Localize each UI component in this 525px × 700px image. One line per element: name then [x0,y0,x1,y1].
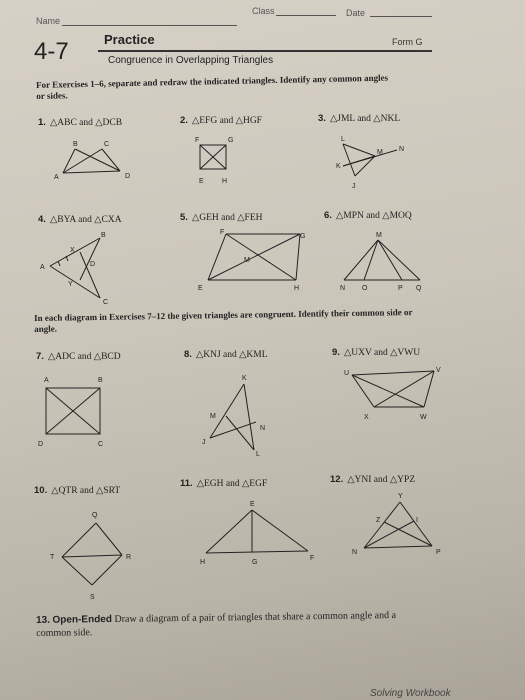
figure-3 [335,136,415,196]
name-field-line [62,25,237,26]
fig5-label-h: H [294,285,300,292]
figure-5 [188,228,318,292]
figure-4 [38,228,138,306]
exercise-6-label: 6. △MPN and △MOQ [324,210,412,221]
fig2-label-g: G [228,137,234,144]
fig11-label-f: F [310,555,315,562]
fig5-label-f: F [220,229,225,236]
exercise-5-label: 5. △GEH and △FEH [180,212,263,223]
fig4-label-y: Y [68,281,73,288]
fig8-label-n: N [260,425,266,432]
fig4-label-a: A [40,264,45,271]
exercise-11-label: 11. △EGH and △EGF [180,478,268,489]
fig1-label-c: C [104,141,110,148]
fig6-label-o: O [362,285,368,292]
fig7-label-b: B [98,377,103,384]
exercise-3-label: 3. △JML and △NKL [318,113,401,124]
fig1-label-b: B [73,141,78,148]
fig9-label-w: W [420,414,427,421]
fig3-label-m: M [377,149,383,156]
fig4-label-c: C [103,299,109,306]
fig4-label-x: X [70,247,75,254]
fig6-label-n: N [340,285,346,292]
fig3-label-l: L [341,136,345,143]
fig8-label-l: L [256,451,260,458]
fig7-label-c: C [98,441,104,448]
fig7-label-d: D [38,441,44,448]
fig10-label-r: R [126,554,132,561]
name-label: Name [36,16,61,26]
date-label: Date [346,8,366,18]
fig9-label-u: U [344,370,350,377]
fig10-label-q: Q [92,512,98,519]
exercise-8-label: 8. △KNJ and △KML [184,349,268,360]
figure-1 [40,135,150,190]
fig6-label-p: P [398,285,403,292]
exercise-4-label: 4. △BYA and △CXA [38,214,122,225]
page-title: Practice [104,32,155,47]
fig11-label-h: H [200,559,206,566]
fig12-label-n: N [352,549,358,556]
fig6-label-q: Q [416,285,422,292]
fig2-label-h: H [222,178,228,185]
fig5-label-e: E [198,285,203,292]
fig2-label-e: E [199,178,204,185]
fig10-label-t: T [50,554,55,561]
fig8-label-m: M [210,413,216,420]
fig8-label-k: K [242,375,247,382]
fig1-label-d: D [125,173,131,180]
exercise-1-label: 1. △ABC and △DCB [38,117,123,128]
figure-9 [340,365,450,425]
fig3-label-j: J [352,183,356,190]
figure-12 [344,492,454,562]
class-label: Class [252,6,275,16]
section2-instructions: In each diagram in Exercises 7–12 the given triangles are congruent. Identify their common side or angle. [34,307,413,334]
fig6-label-m: M [376,232,382,239]
fig7-label-a: A [44,377,49,384]
form-label: Form G [392,37,423,47]
exercise-7-label: 7. △ADC and △BCD [36,351,121,362]
title-rule [98,50,432,52]
fig12-label-z: Z [376,517,381,524]
fig3-label-k: K [336,163,341,170]
fig1-label-a: A [54,174,59,181]
fig9-label-x: X [364,414,369,421]
fig4-label-b: B [101,232,106,239]
fig9-label-v: V [436,367,441,374]
footer-text: Solving Workbook [370,688,451,699]
fig2-label-f: F [195,137,200,144]
fig12-label-y: Y [398,493,403,500]
fig3-label-n: N [399,146,405,153]
lesson-number: 4-7 [34,38,69,65]
figure-6 [336,228,426,294]
page-subtitle: Congruence in Overlapping Triangles [108,55,274,66]
fig5-label-g: G [300,233,306,240]
exercise-2-label: 2. △EFG and △HGF [180,115,262,126]
fig11-label-g: G [252,559,258,566]
class-field-line [276,15,336,16]
fig10-label-s: S [90,594,95,601]
figure-8 [198,372,278,458]
figure-7 [36,370,116,452]
figure-10 [44,505,154,603]
fig4-label-d: D [90,261,96,268]
exercise-10-label: 10. △QTR and △SRT [34,485,121,496]
fig5-label-m: M [244,257,250,264]
exercise-9-label: 9. △UXV and △VWU [332,347,421,358]
figure-11 [190,498,330,570]
exercise-12-label: 12. △YNI and △YPZ [330,474,416,485]
fig12-label-p: P [436,549,441,556]
figure-2 [192,133,262,193]
fig8-label-j: J [202,439,206,446]
section1-instructions: For Exercises 1–6, separate and redraw the indicated triangles. Identify any common angles or sides. [36,72,389,101]
date-field-line [370,16,432,17]
open-ended-exercise: 13. Open-Ended Draw a diagram of a pair of triangles that share a common angle and a common side. [36,609,397,639]
fig11-label-e: E [250,501,255,508]
fig12-label-i: I [416,517,418,524]
